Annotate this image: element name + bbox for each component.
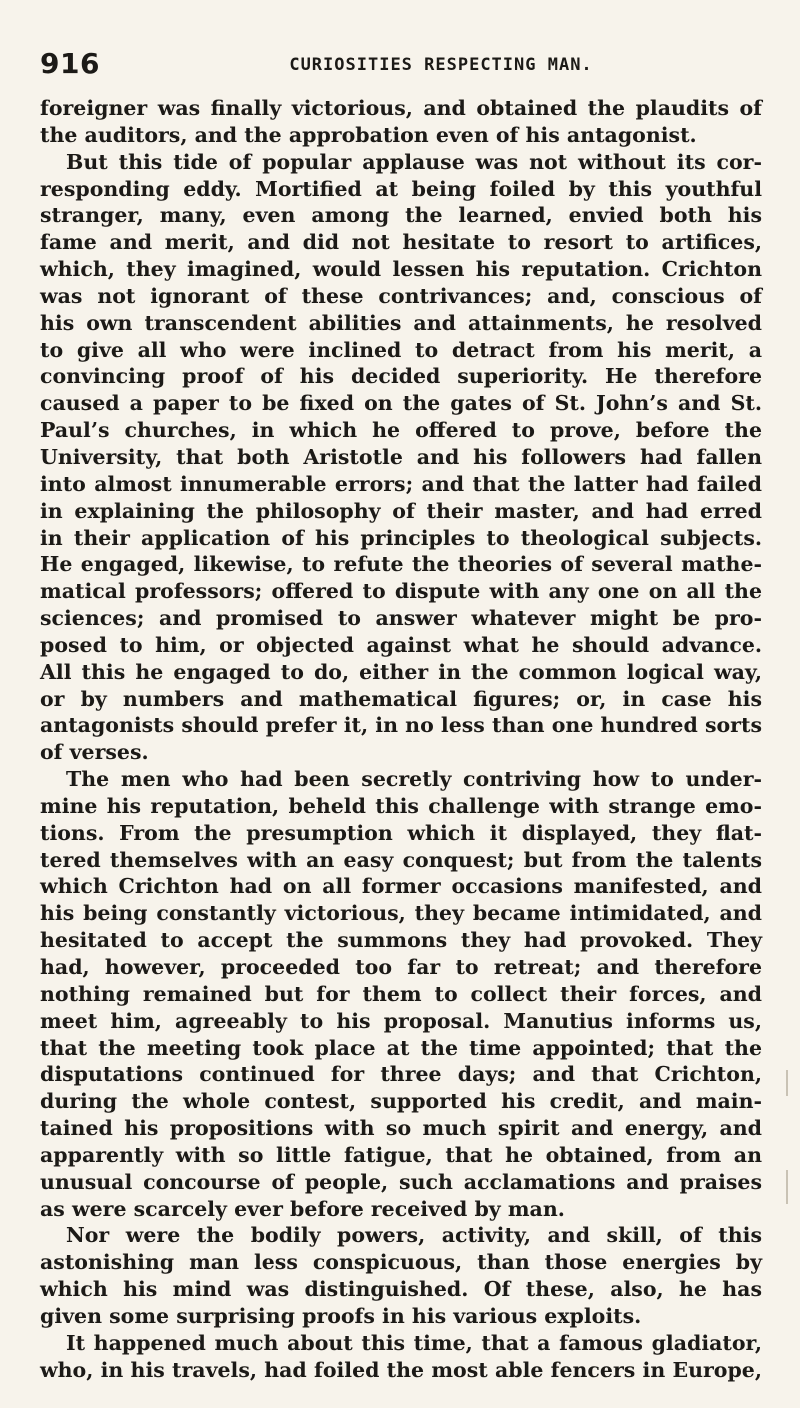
text-line: sciences; and promised to answer whatever might be pro- (40, 606, 762, 631)
text-line: University, that both Aristotle and his followers had fallen (40, 444, 762, 469)
text-line: But this tide of popular applause was not without its cor- (66, 149, 762, 174)
text-line: unusual concourse of people, such acclamations and praises (40, 1169, 762, 1194)
text-line: during the whole contest, supported his credit, and main- (40, 1089, 762, 1114)
text-line: meet him, agreeably to his proposal. Manutius informs us, (40, 1008, 762, 1033)
text-line: his own transcendent abilities and attainments, he resolved (40, 310, 762, 335)
text-line: stranger, many, even among the learned, envied both his (40, 203, 762, 228)
text-line: to give all who were inclined to detract from his merit, a (40, 337, 762, 362)
text-line: It happened much about this time, that a famous gladiator, (66, 1330, 762, 1355)
text-line: in their application of his principles to theological subjects. (40, 525, 762, 550)
text-line: astonishing man less conspicuous, than those energies by (40, 1250, 762, 1275)
text-line: matical professors; offered to dispute with any one on all the (40, 579, 762, 604)
body-text (40, 95, 762, 1384)
text-line: which Crichton had on all former occasions manifested, and (40, 874, 762, 899)
text-line: in explaining the philosophy of their master, and had erred (40, 498, 762, 523)
page-edge-mark (786, 1170, 788, 1204)
text-line: apparently with so little fatigue, that he obtained, from an (40, 1142, 762, 1167)
text-line: of verses. (40, 740, 149, 765)
text-line: which his mind was distinguished. Of these, also, he has (40, 1277, 762, 1302)
text-line: who, in his travels, had foiled the most able fencers in Europe, (40, 1357, 762, 1382)
text-line: tained his propositions with so much spirit and energy, and (40, 1116, 762, 1141)
text-line: as were scarcely ever before received by man. (40, 1196, 565, 1221)
text-line: caused a paper to be fixed on the gates of St. John’s and St. (40, 391, 762, 416)
text-line: Paul’s churches, in which he offered to prove, before the (40, 418, 762, 443)
text-line: disputations continued for three days; and that Crichton, (40, 1062, 762, 1087)
running-title: CURIOSITIES RESPECTING MAN. (289, 55, 593, 75)
text-line: responding eddy. Mortified at being foiled by this youthful (40, 176, 762, 201)
running-head (40, 47, 752, 87)
text-line: the auditors, and the approbation even of his antagonist. (40, 122, 697, 147)
text-line: He engaged, likewise, to refute the theories of several mathe- (40, 552, 762, 577)
text-line: had, however, proceeded too far to retreat; and therefore (40, 955, 762, 979)
text-line: antagonists should prefer it, in no less than one hundred sorts (40, 713, 762, 738)
text-line: Nor were the bodily powers, activity, and skill, of this (66, 1223, 762, 1248)
page-number: 916 (40, 47, 100, 80)
text-line: nothing remained but for them to collect their forces, and (40, 981, 762, 1006)
text-line: hesitated to accept the summons they had provoked. They (40, 928, 762, 953)
text-line: fame and merit, and did not hesitate to resort to artifices, (40, 230, 762, 255)
text-line: convincing proof of his decided superiority. He therefore (40, 364, 762, 389)
text-line: that the meeting took place at the time appointed; that the (40, 1035, 762, 1060)
page-edge-mark (786, 1070, 788, 1096)
text-line: given some surprising proofs in his various exploits. (40, 1303, 642, 1328)
text-line: tered themselves with an easy conquest; but from the talents (40, 847, 762, 872)
text-line: The men who had been secretly contriving how to under- (66, 767, 762, 792)
text-line: posed to him, or objected against what he should advance. (40, 632, 762, 657)
text-line: was not ignorant of these contrivances; and, conscious of (40, 283, 762, 308)
text-line: into almost innumerable errors; and that the latter had failed (40, 471, 762, 496)
text-line: All this he engaged to do, either in the common logical way, (40, 659, 762, 684)
text-line: foreigner was finally victorious, and obtained the plaudits of (40, 96, 762, 120)
text-line: his being constantly victorious, they became intimidated, and (40, 901, 762, 926)
text-line: tions. From the presumption which it displayed, they flat- (40, 820, 762, 845)
text-line: mine his reputation, beheld this challenge with strange emo- (40, 793, 762, 818)
text-line: which, they imagined, would lessen his reputation. Crichton (40, 257, 762, 282)
text-line: or by numbers and mathematical figures; or, in case his (40, 686, 762, 711)
